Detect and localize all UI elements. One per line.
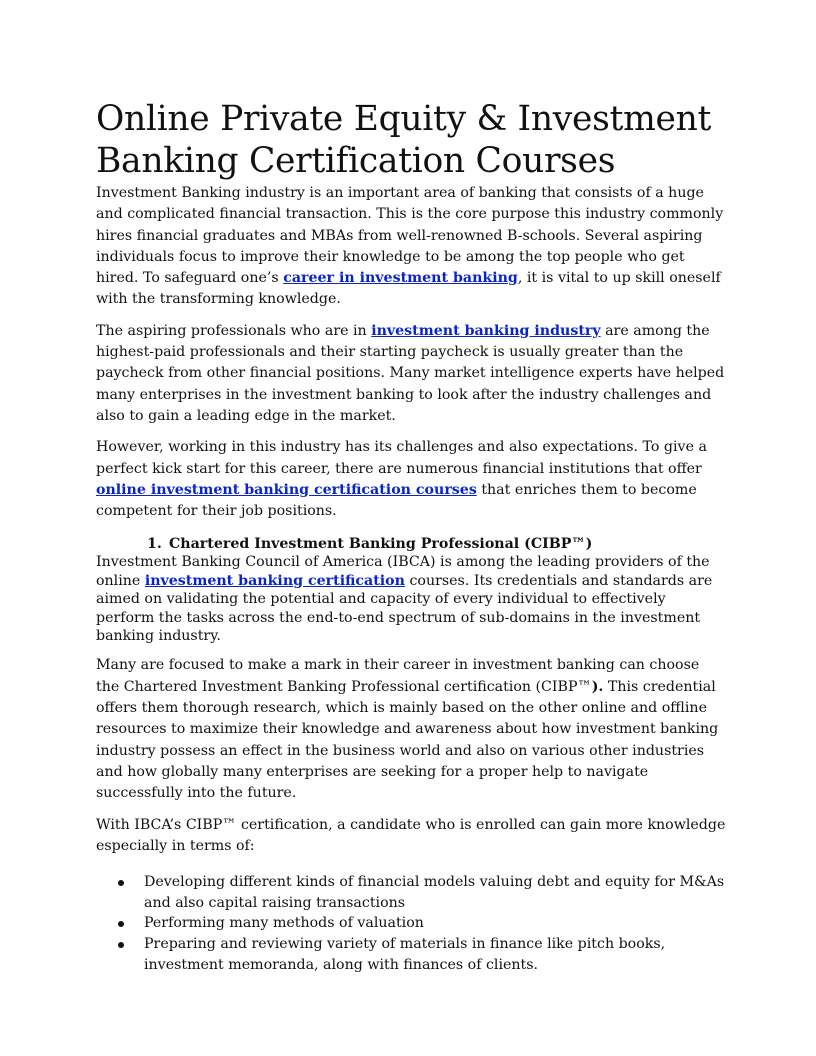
knowledge-bullet-list xyxy=(96,872,726,975)
bullet-icon xyxy=(118,880,124,886)
investment-banking-certification-link[interactable]: investment banking certification xyxy=(144,572,405,589)
paragraph-salaries xyxy=(96,321,726,427)
intro-text-before: Investment Banking industry is an important area of banking that consists of a huge and complicated financial transaction. This is the core purpose this industry commonly hires financial graduates and MBAs from well-renowned B-schools. Several aspiring individuals focus to improve their knowledge to be among the top people who get hired. To safeguard one’s xyxy=(96,185,724,287)
career-in-investment-banking-link[interactable]: career in investment banking xyxy=(283,270,518,287)
list-item xyxy=(96,913,726,934)
intro-text-after: , it is vital to up skill oneself with the transforming knowledge. xyxy=(96,270,721,308)
section-number: 1. xyxy=(147,536,162,553)
investment-banking-industry-link[interactable]: investment banking industry xyxy=(371,322,601,339)
list-item-text: Preparing and reviewing variety of materials in finance like pitch books, investment memoranda, along with finances of clients. xyxy=(144,935,666,973)
section-heading-text: Chartered Investment Banking Professional (CIBP™) xyxy=(169,536,593,553)
page-title: Online Private Equity & Investment Banking Certification Courses xyxy=(96,99,712,181)
para3-text-after: that enriches them to become competent for their job positions. xyxy=(96,481,697,520)
para2-text-after: are among the highest-paid professionals and their starting paycheck is usually greater than the paycheck from other financial positions. Many market intelligence experts have helped many enterprises in the investment banking to look after the industry challenges and also to gain a leading edge in the market. xyxy=(96,322,725,424)
paragraph-courses xyxy=(96,437,726,522)
document-body xyxy=(96,98,726,975)
para5-text-before: Many are focused to make a mark in their career in investment banking can choose the Chartered Investment Banking Professional certification (CIBP™ xyxy=(96,657,700,695)
para2-text-before: The aspiring professionals who are in xyxy=(96,322,372,339)
para4-text-after: courses. Its credentials and standards are aimed on validating the potential and capacity of every individual to effectively perform the tasks across the end-to-end spectrum of sub-domains in the investment banking industry. xyxy=(96,572,713,645)
para3-text-before: However, working in this industry has its challenges and also expectations. To give a perfect kick start for this career, there are numerous financial institutions that offer xyxy=(96,439,707,477)
para4-text-before: Investment Banking Council of America (IBCA) is among the leading providers of the online xyxy=(96,554,710,589)
para5-text-after: This credential offers them thorough research, which is mainly based on the other online and offline resources to maximize their knowledge and awareness about how investment banking industry possess an effect in the business world and also on various other industries and how globally many enterprises are seeking for a proper help to navigate successfully into the future. xyxy=(96,678,719,802)
section-heading-cibp xyxy=(147,535,726,553)
online-certification-courses-link[interactable]: online investment banking certification courses xyxy=(96,481,477,498)
paragraph-knowledge-intro: With IBCA’s CIBP™ certification, a candidate who is enrolled can gain more knowledge especially in terms of: xyxy=(96,816,726,854)
list-item-text: Performing many methods of valuation xyxy=(144,915,424,932)
list-item-text: Developing different kinds of financial models valuing debt and equity for M&As and also capital raising transactions xyxy=(144,874,725,911)
list-item xyxy=(96,934,726,975)
paragraph-cibp-details xyxy=(96,655,726,804)
intro-paragraph xyxy=(96,183,726,311)
bullet-icon xyxy=(118,942,124,948)
bullet-icon xyxy=(118,921,124,927)
list-item xyxy=(96,872,726,913)
para5-bold-text: ). xyxy=(591,678,604,695)
paragraph-ibca xyxy=(96,553,726,645)
